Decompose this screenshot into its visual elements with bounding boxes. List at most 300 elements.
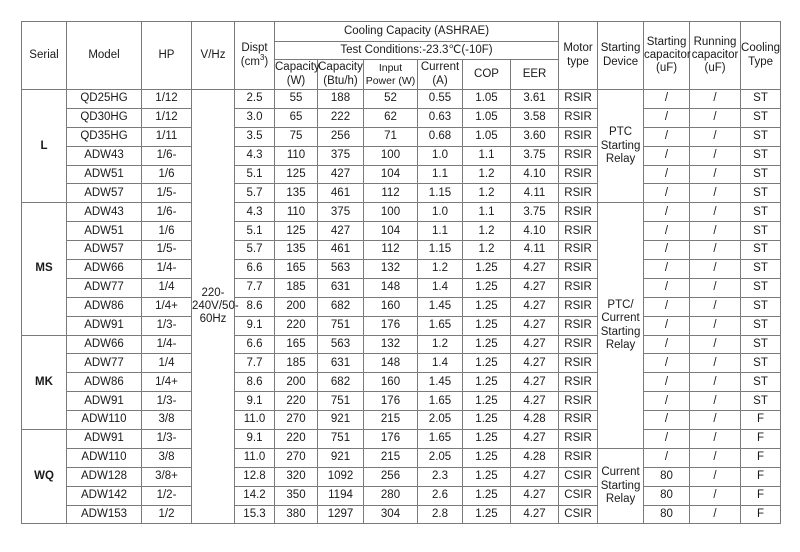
cell-hp: 3/8 bbox=[142, 448, 192, 467]
header-current: Current (A) bbox=[418, 60, 463, 90]
cell-cooling-type: ST bbox=[741, 278, 781, 297]
cell-cooling-type: F bbox=[741, 505, 781, 524]
cell-input-power: 62 bbox=[364, 108, 418, 127]
cell-cop: 1.25 bbox=[463, 354, 511, 373]
cell-cooling-type: F bbox=[741, 486, 781, 505]
cell-displacement: 6.6 bbox=[235, 335, 275, 354]
cell-displacement: 8.6 bbox=[235, 297, 275, 316]
cell-cooling-type: ST bbox=[741, 108, 781, 127]
cell-motor-type: RSIR bbox=[559, 260, 598, 279]
cell-capacity-w: 135 bbox=[275, 241, 318, 260]
cell-capacity-w: 200 bbox=[275, 297, 318, 316]
table-row bbox=[22, 260, 781, 279]
cell-hp: 1/4+ bbox=[142, 373, 192, 392]
compressor-spec-table bbox=[21, 21, 781, 524]
cell-hp: 1/6 bbox=[142, 165, 192, 184]
cell-current: 1.45 bbox=[418, 373, 463, 392]
cell-capacity-w: 270 bbox=[275, 411, 318, 430]
cell-current: 1.45 bbox=[418, 297, 463, 316]
cell-capacity-btu: 1194 bbox=[318, 486, 364, 505]
cell-current: 1.2 bbox=[418, 260, 463, 279]
cell-eer: 4.27 bbox=[511, 297, 559, 316]
cell-current: 1.4 bbox=[418, 354, 463, 373]
cell-motor-type: RSIR bbox=[559, 90, 598, 109]
cell-starting-capacitor: 80 bbox=[644, 486, 690, 505]
cell-capacity-btu: 563 bbox=[318, 260, 364, 279]
cell-current: 2.05 bbox=[418, 411, 463, 430]
cell-capacity-w: 380 bbox=[275, 505, 318, 524]
cell-cooling-type: ST bbox=[741, 373, 781, 392]
cell-capacity-w: 125 bbox=[275, 222, 318, 241]
cell-eer: 4.10 bbox=[511, 165, 559, 184]
cell-displacement: 7.7 bbox=[235, 354, 275, 373]
cell-starting-capacitor: / bbox=[644, 222, 690, 241]
cell-capacity-btu: 682 bbox=[318, 373, 364, 392]
cell-capacity-btu: 461 bbox=[318, 241, 364, 260]
cell-motor-type: CSIR bbox=[559, 505, 598, 524]
cell-cooling-type: ST bbox=[741, 354, 781, 373]
cell-displacement: 14.2 bbox=[235, 486, 275, 505]
cell-input-power: 132 bbox=[364, 260, 418, 279]
cell-hp: 1/2- bbox=[142, 486, 192, 505]
cell-capacity-btu: 751 bbox=[318, 392, 364, 411]
cell-running-capacitor: / bbox=[690, 108, 741, 127]
table-row bbox=[22, 222, 781, 241]
table-row bbox=[22, 392, 781, 411]
header-starting-capacitor: Starting capacitor (uF) bbox=[644, 22, 690, 90]
cell-capacity-w: 75 bbox=[275, 127, 318, 146]
cell-running-capacitor: / bbox=[690, 354, 741, 373]
cell-motor-type: RSIR bbox=[559, 146, 598, 165]
cell-displacement: 5.7 bbox=[235, 184, 275, 203]
cell-running-capacitor: / bbox=[690, 505, 741, 524]
cell-cooling-type: ST bbox=[741, 260, 781, 279]
cell-starting-capacitor: / bbox=[644, 392, 690, 411]
cell-running-capacitor: / bbox=[690, 430, 741, 449]
table-row bbox=[22, 373, 781, 392]
cell-current: 1.0 bbox=[418, 146, 463, 165]
cell-current: 0.68 bbox=[418, 127, 463, 146]
header-capacity-btu: Capacity (Btu/h) bbox=[318, 60, 364, 90]
cell-eer: 4.27 bbox=[511, 467, 559, 486]
header-model: Model bbox=[67, 22, 142, 90]
table-row bbox=[22, 108, 781, 127]
table-row bbox=[22, 467, 781, 486]
cell-current: 2.8 bbox=[418, 505, 463, 524]
cell-model: ADW86 bbox=[67, 373, 142, 392]
cell-running-capacitor: / bbox=[690, 184, 741, 203]
group-label: WQ bbox=[22, 430, 67, 524]
table-row bbox=[22, 505, 781, 524]
cell-starting-capacitor: / bbox=[644, 260, 690, 279]
cell-input-power: 100 bbox=[364, 146, 418, 165]
header-cooling-capacity: Cooling Capacity (ASHRAE) bbox=[275, 22, 559, 42]
cell-capacity-w: 165 bbox=[275, 260, 318, 279]
table-row bbox=[22, 486, 781, 505]
cell-starting-capacitor: / bbox=[644, 165, 690, 184]
cell-motor-type: CSIR bbox=[559, 486, 598, 505]
cell-hp: 3/8 bbox=[142, 411, 192, 430]
cell-input-power: 256 bbox=[364, 467, 418, 486]
cell-model: ADW66 bbox=[67, 335, 142, 354]
cell-capacity-w: 185 bbox=[275, 278, 318, 297]
cell-capacity-btu: 631 bbox=[318, 354, 364, 373]
cell-capacity-w: 135 bbox=[275, 184, 318, 203]
cell-current: 1.65 bbox=[418, 316, 463, 335]
cell-input-power: 112 bbox=[364, 241, 418, 260]
cell-cooling-type: ST bbox=[741, 90, 781, 109]
table-row bbox=[22, 241, 781, 260]
cell-eer: 4.11 bbox=[511, 241, 559, 260]
cell-eer: 4.27 bbox=[511, 354, 559, 373]
header-starting-device: Starting Device bbox=[598, 22, 644, 90]
cell-starting-capacitor: / bbox=[644, 411, 690, 430]
cell-capacity-btu: 751 bbox=[318, 316, 364, 335]
cell-model: ADW57 bbox=[67, 241, 142, 260]
cell-hp: 1/4+ bbox=[142, 297, 192, 316]
cell-motor-type: RSIR bbox=[559, 203, 598, 222]
cell-displacement: 4.3 bbox=[235, 146, 275, 165]
cell-cooling-type: F bbox=[741, 430, 781, 449]
cell-cooling-type: ST bbox=[741, 127, 781, 146]
cell-running-capacitor: / bbox=[690, 392, 741, 411]
cell-displacement: 2.5 bbox=[235, 90, 275, 109]
cell-hp: 1/5- bbox=[142, 184, 192, 203]
table-row bbox=[22, 430, 781, 449]
cell-cop: 1.25 bbox=[463, 278, 511, 297]
cell-cop: 1.05 bbox=[463, 127, 511, 146]
starting-device-value: Current Starting Relay bbox=[598, 448, 644, 524]
cell-motor-type: RSIR bbox=[559, 222, 598, 241]
cell-model: ADW77 bbox=[67, 278, 142, 297]
cell-capacity-w: 125 bbox=[275, 165, 318, 184]
cell-displacement: 11.0 bbox=[235, 448, 275, 467]
header-input-power: Input Power (W) bbox=[364, 60, 418, 90]
cell-capacity-btu: 1092 bbox=[318, 467, 364, 486]
cell-hp: 1/12 bbox=[142, 108, 192, 127]
cell-cooling-type: ST bbox=[741, 392, 781, 411]
cell-eer: 4.27 bbox=[511, 505, 559, 524]
cell-motor-type: RSIR bbox=[559, 430, 598, 449]
cell-model: ADW91 bbox=[67, 430, 142, 449]
header-test-conditions: Test Conditions:-23.3℃(-10F) bbox=[275, 42, 559, 60]
table-row bbox=[22, 184, 781, 203]
cell-capacity-btu: 563 bbox=[318, 335, 364, 354]
cell-hp: 1/4- bbox=[142, 260, 192, 279]
table-row bbox=[22, 297, 781, 316]
cell-model: QD35HG bbox=[67, 127, 142, 146]
cell-cooling-type: ST bbox=[741, 222, 781, 241]
cell-input-power: 215 bbox=[364, 448, 418, 467]
table-row bbox=[22, 411, 781, 430]
cell-current: 1.1 bbox=[418, 222, 463, 241]
cell-running-capacitor: / bbox=[690, 127, 741, 146]
cell-current: 2.05 bbox=[418, 448, 463, 467]
cell-motor-type: RSIR bbox=[559, 108, 598, 127]
header-voltage: V/Hz bbox=[192, 22, 235, 90]
cell-running-capacitor: / bbox=[690, 297, 741, 316]
cell-displacement: 12.8 bbox=[235, 467, 275, 486]
cell-starting-capacitor: / bbox=[644, 278, 690, 297]
cell-displacement: 9.1 bbox=[235, 392, 275, 411]
cell-hp: 1/6 bbox=[142, 222, 192, 241]
cell-eer: 4.27 bbox=[511, 335, 559, 354]
cell-current: 1.2 bbox=[418, 335, 463, 354]
cell-capacity-btu: 375 bbox=[318, 203, 364, 222]
cell-motor-type: RSIR bbox=[559, 297, 598, 316]
cell-capacity-w: 220 bbox=[275, 392, 318, 411]
cell-current: 1.4 bbox=[418, 278, 463, 297]
cell-displacement: 3.0 bbox=[235, 108, 275, 127]
cell-model: ADW91 bbox=[67, 392, 142, 411]
cell-running-capacitor: / bbox=[690, 146, 741, 165]
cell-input-power: 104 bbox=[364, 165, 418, 184]
cell-displacement: 8.6 bbox=[235, 373, 275, 392]
cell-cop: 1.25 bbox=[463, 373, 511, 392]
cell-hp: 1/11 bbox=[142, 127, 192, 146]
cell-displacement: 4.3 bbox=[235, 203, 275, 222]
cell-capacity-btu: 427 bbox=[318, 165, 364, 184]
cell-starting-capacitor: / bbox=[644, 127, 690, 146]
cell-eer: 3.61 bbox=[511, 90, 559, 109]
cell-cop: 1.2 bbox=[463, 165, 511, 184]
cell-cooling-type: F bbox=[741, 411, 781, 430]
cell-starting-capacitor: / bbox=[644, 184, 690, 203]
cell-input-power: 104 bbox=[364, 222, 418, 241]
cell-input-power: 148 bbox=[364, 354, 418, 373]
cell-eer: 3.58 bbox=[511, 108, 559, 127]
cell-current: 2.6 bbox=[418, 486, 463, 505]
cell-capacity-btu: 921 bbox=[318, 411, 364, 430]
cell-eer: 4.28 bbox=[511, 411, 559, 430]
cell-cooling-type: ST bbox=[741, 184, 781, 203]
cell-cooling-type: ST bbox=[741, 316, 781, 335]
cell-model: ADW77 bbox=[67, 354, 142, 373]
cell-displacement: 5.1 bbox=[235, 222, 275, 241]
cell-eer: 4.27 bbox=[511, 430, 559, 449]
cell-capacity-btu: 427 bbox=[318, 222, 364, 241]
cell-cop: 1.25 bbox=[463, 486, 511, 505]
cell-cop: 1.25 bbox=[463, 392, 511, 411]
table-header bbox=[22, 22, 781, 90]
cell-hp: 1/3- bbox=[142, 316, 192, 335]
cell-model: ADW91 bbox=[67, 316, 142, 335]
cell-current: 1.1 bbox=[418, 165, 463, 184]
cell-capacity-w: 65 bbox=[275, 108, 318, 127]
header-running-capacitor: Running capacitor (uF) bbox=[690, 22, 741, 90]
cell-cop: 1.1 bbox=[463, 203, 511, 222]
cell-starting-capacitor: / bbox=[644, 316, 690, 335]
cell-capacity-btu: 256 bbox=[318, 127, 364, 146]
cell-input-power: 112 bbox=[364, 184, 418, 203]
cell-eer: 3.60 bbox=[511, 127, 559, 146]
cell-eer: 4.10 bbox=[511, 222, 559, 241]
cell-starting-capacitor: / bbox=[644, 373, 690, 392]
cell-running-capacitor: / bbox=[690, 203, 741, 222]
cell-cooling-type: ST bbox=[741, 165, 781, 184]
displacement-unit: $(cm^3)$ bbox=[240, 52, 269, 68]
cell-motor-type: RSIR bbox=[559, 127, 598, 146]
cell-cop: 1.2 bbox=[463, 184, 511, 203]
cell-cop: 1.05 bbox=[463, 90, 511, 109]
cell-running-capacitor: / bbox=[690, 260, 741, 279]
header-cop: COP bbox=[463, 60, 511, 90]
cell-capacity-w: 220 bbox=[275, 316, 318, 335]
header-displacement bbox=[235, 22, 275, 90]
table-row bbox=[22, 335, 781, 354]
cell-cop: 1.25 bbox=[463, 430, 511, 449]
cell-starting-capacitor: / bbox=[644, 203, 690, 222]
cell-hp: 1/12 bbox=[142, 90, 192, 109]
cell-displacement: 5.1 bbox=[235, 165, 275, 184]
displacement-label: Dispt bbox=[241, 42, 268, 55]
cell-hp: 1/2 bbox=[142, 505, 192, 524]
table-row bbox=[22, 146, 781, 165]
cell-running-capacitor: / bbox=[690, 241, 741, 260]
cell-starting-capacitor: / bbox=[644, 448, 690, 467]
cell-model: ADW51 bbox=[67, 165, 142, 184]
table-row bbox=[22, 448, 781, 467]
cell-capacity-w: 55 bbox=[275, 90, 318, 109]
cell-eer: 4.28 bbox=[511, 448, 559, 467]
cell-model: QD25HG bbox=[67, 90, 142, 109]
cell-hp: 1/5- bbox=[142, 241, 192, 260]
cell-motor-type: RSIR bbox=[559, 316, 598, 335]
cell-model: ADW43 bbox=[67, 203, 142, 222]
cell-eer: 4.27 bbox=[511, 373, 559, 392]
cell-cop: 1.25 bbox=[463, 335, 511, 354]
cell-capacity-w: 110 bbox=[275, 146, 318, 165]
cell-starting-capacitor: / bbox=[644, 146, 690, 165]
cell-cooling-type: ST bbox=[741, 146, 781, 165]
table-row bbox=[22, 165, 781, 184]
cell-starting-capacitor: / bbox=[644, 90, 690, 109]
cell-hp: 1/4- bbox=[142, 335, 192, 354]
cell-displacement: 5.7 bbox=[235, 241, 275, 260]
cell-motor-type: RSIR bbox=[559, 278, 598, 297]
cell-model: ADW57 bbox=[67, 184, 142, 203]
cell-capacity-w: 200 bbox=[275, 373, 318, 392]
cell-motor-type: RSIR bbox=[559, 448, 598, 467]
cell-capacity-w: 110 bbox=[275, 203, 318, 222]
group-label: MK bbox=[22, 335, 67, 429]
cell-cop: 1.25 bbox=[463, 411, 511, 430]
cell-capacity-w: 350 bbox=[275, 486, 318, 505]
cell-running-capacitor: / bbox=[690, 316, 741, 335]
cell-current: 1.65 bbox=[418, 392, 463, 411]
cell-cooling-type: ST bbox=[741, 297, 781, 316]
cell-current: 1.0 bbox=[418, 203, 463, 222]
cell-input-power: 280 bbox=[364, 486, 418, 505]
cell-capacity-btu: 375 bbox=[318, 146, 364, 165]
cell-running-capacitor: / bbox=[690, 373, 741, 392]
cell-model: ADW110 bbox=[67, 411, 142, 430]
table-row bbox=[22, 354, 781, 373]
cell-cop: 1.25 bbox=[463, 260, 511, 279]
cell-capacity-btu: 751 bbox=[318, 430, 364, 449]
cell-current: 0.63 bbox=[418, 108, 463, 127]
cell-current: 1.15 bbox=[418, 241, 463, 260]
cell-model: ADW86 bbox=[67, 297, 142, 316]
cell-input-power: 176 bbox=[364, 430, 418, 449]
cell-eer: 4.27 bbox=[511, 316, 559, 335]
cell-motor-type: CSIR bbox=[559, 467, 598, 486]
cell-running-capacitor: / bbox=[690, 90, 741, 109]
cell-displacement: 3.5 bbox=[235, 127, 275, 146]
cell-running-capacitor: / bbox=[690, 486, 741, 505]
cell-cooling-type: ST bbox=[741, 335, 781, 354]
cell-eer: 3.75 bbox=[511, 146, 559, 165]
cell-input-power: 132 bbox=[364, 335, 418, 354]
cell-cooling-type: ST bbox=[741, 241, 781, 260]
cell-input-power: 160 bbox=[364, 297, 418, 316]
cell-capacity-btu: 921 bbox=[318, 448, 364, 467]
cell-cop: 1.25 bbox=[463, 297, 511, 316]
cell-displacement: 11.0 bbox=[235, 411, 275, 430]
cell-motor-type: RSIR bbox=[559, 373, 598, 392]
cell-eer: 4.27 bbox=[511, 392, 559, 411]
cell-hp: 1/3- bbox=[142, 392, 192, 411]
cell-capacity-btu: 222 bbox=[318, 108, 364, 127]
cell-cop: 1.25 bbox=[463, 448, 511, 467]
cell-displacement: 15.3 bbox=[235, 505, 275, 524]
cell-displacement: 9.1 bbox=[235, 430, 275, 449]
cell-current: 2.3 bbox=[418, 467, 463, 486]
cell-cop: 1.2 bbox=[463, 241, 511, 260]
starting-device-value: PTC Starting Relay bbox=[598, 90, 644, 203]
cell-input-power: 304 bbox=[364, 505, 418, 524]
cell-capacity-btu: 461 bbox=[318, 184, 364, 203]
cell-displacement: 9.1 bbox=[235, 316, 275, 335]
cell-current: 1.15 bbox=[418, 184, 463, 203]
cell-running-capacitor: / bbox=[690, 448, 741, 467]
cell-eer: 4.27 bbox=[511, 486, 559, 505]
cell-cop: 1.25 bbox=[463, 467, 511, 486]
cell-displacement: 6.6 bbox=[235, 260, 275, 279]
table-body bbox=[22, 90, 781, 524]
cell-hp: 1/3- bbox=[142, 430, 192, 449]
cell-starting-capacitor: / bbox=[644, 430, 690, 449]
cell-model: ADW142 bbox=[67, 486, 142, 505]
starting-device-value: PTC/ Current Starting Relay bbox=[598, 203, 644, 449]
cell-current: 0.55 bbox=[418, 90, 463, 109]
cell-cop: 1.2 bbox=[463, 222, 511, 241]
cell-eer: 4.27 bbox=[511, 260, 559, 279]
cell-running-capacitor: / bbox=[690, 411, 741, 430]
cell-capacity-btu: 631 bbox=[318, 278, 364, 297]
cell-model: ADW51 bbox=[67, 222, 142, 241]
cell-input-power: 71 bbox=[364, 127, 418, 146]
cell-model: ADW153 bbox=[67, 505, 142, 524]
header-cooling-type: Cooling Type bbox=[741, 22, 781, 90]
group-label: MS bbox=[22, 203, 67, 335]
cell-model: QD30HG bbox=[67, 108, 142, 127]
cell-model: ADW128 bbox=[67, 467, 142, 486]
cell-capacity-btu: 188 bbox=[318, 90, 364, 109]
voltage-value: 220-240V/50-60Hz bbox=[192, 90, 235, 524]
cell-starting-capacitor: / bbox=[644, 297, 690, 316]
cell-hp: 3/8+ bbox=[142, 467, 192, 486]
cell-model: ADW66 bbox=[67, 260, 142, 279]
cell-input-power: 160 bbox=[364, 373, 418, 392]
cell-cooling-type: F bbox=[741, 448, 781, 467]
header-capacity-w: Capacity (W) bbox=[275, 60, 318, 90]
cell-hp: 1/6- bbox=[142, 203, 192, 222]
cell-starting-capacitor: / bbox=[644, 335, 690, 354]
header-hp: HP bbox=[142, 22, 192, 90]
cell-starting-capacitor: / bbox=[644, 108, 690, 127]
cell-starting-capacitor: / bbox=[644, 354, 690, 373]
